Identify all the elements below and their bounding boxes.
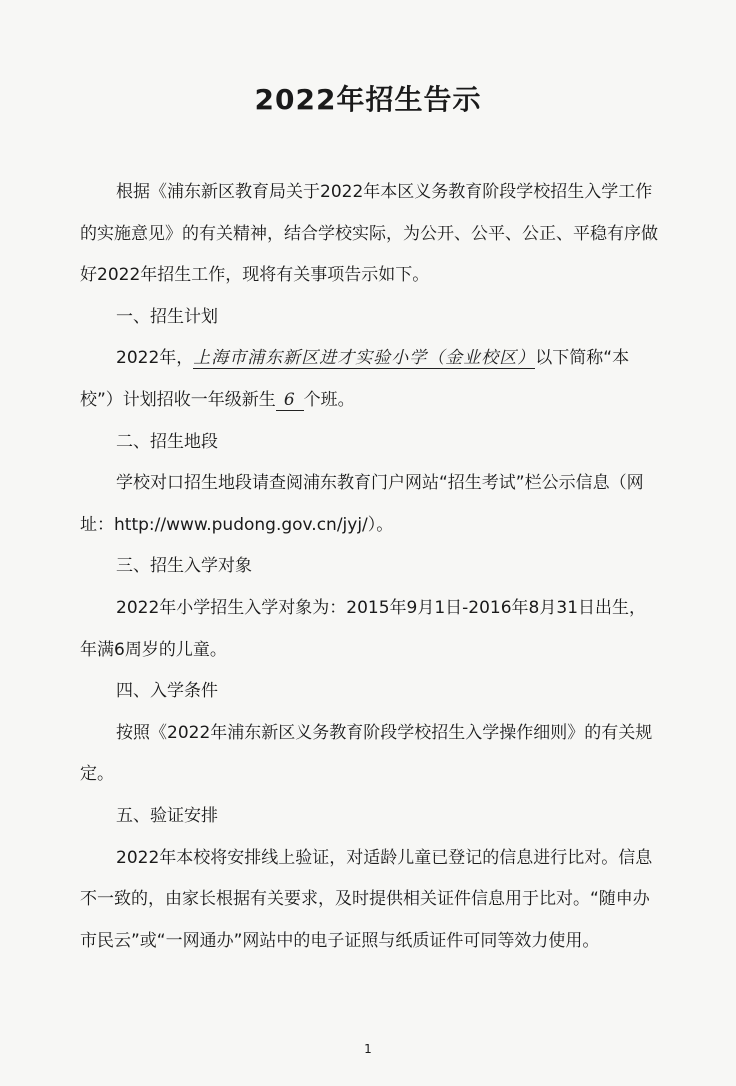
section-heading-enrollment-plan: 一、招生计划 [116,306,218,327]
admission-conditions-paragraph: 按照《2022年浦东新区义务教育阶段学校招生入学操作细则》的有关规定。 [80,722,653,785]
section-heading-enrollment-targets: 三、招生入学对象 [116,556,252,577]
document-body [80,172,662,962]
page-number: 1 [364,1042,372,1056]
enrollment-plan-text-b: 以下简称“本校”）计划招收一年级新生 [80,348,630,410]
handwritten-school-name: 上海市浦东新区进才实验小学（金业校区） [193,348,536,369]
section-heading-verification: 五、验证安排 [116,805,218,826]
enrollment-plan-text-a: 2022年， [116,348,194,369]
enrollment-plan-paragraph [80,338,662,421]
handwritten-class-count: 6 [276,390,304,411]
page-title: 2022年招生告示 [254,83,482,116]
section-heading-admission-conditions: 四、入学条件 [116,681,218,702]
enrollment-targets-paragraph: 2022年小学招生入学对象为：2015年9月1日-2016年8月31日出生，年满6周岁的儿童。 [80,597,647,660]
enrollment-area-paragraph: 学校对口招生地段请查阅浦东教育门户网站“招生考试”栏公示信息（网址：http://www.pudong.gov.cn/jyj/）。 [80,473,644,535]
verification-paragraph: 2022年本校将安排线上验证，对适龄儿童已登记的信息进行比对。信息不一致的，由家长根据有关要求，及时提供相关证件信息用于比对。“随申办市民云”或“一网通办”网站中的电子证照与纸质证件可同等效力使用。 [80,847,653,951]
section-heading-enrollment-area: 二、招生地段 [116,431,218,452]
enrollment-plan-text-c: 个班。 [303,389,355,410]
intro-paragraph: 根据《浦东新区教育局关于2022年本区义务教育阶段学校招生入学工作的实施意见》的有关精神，结合学校实际，为公开、公平、公正、平稳有序做好2022年招生工作，现将有关事项告示如下。 [80,182,658,286]
